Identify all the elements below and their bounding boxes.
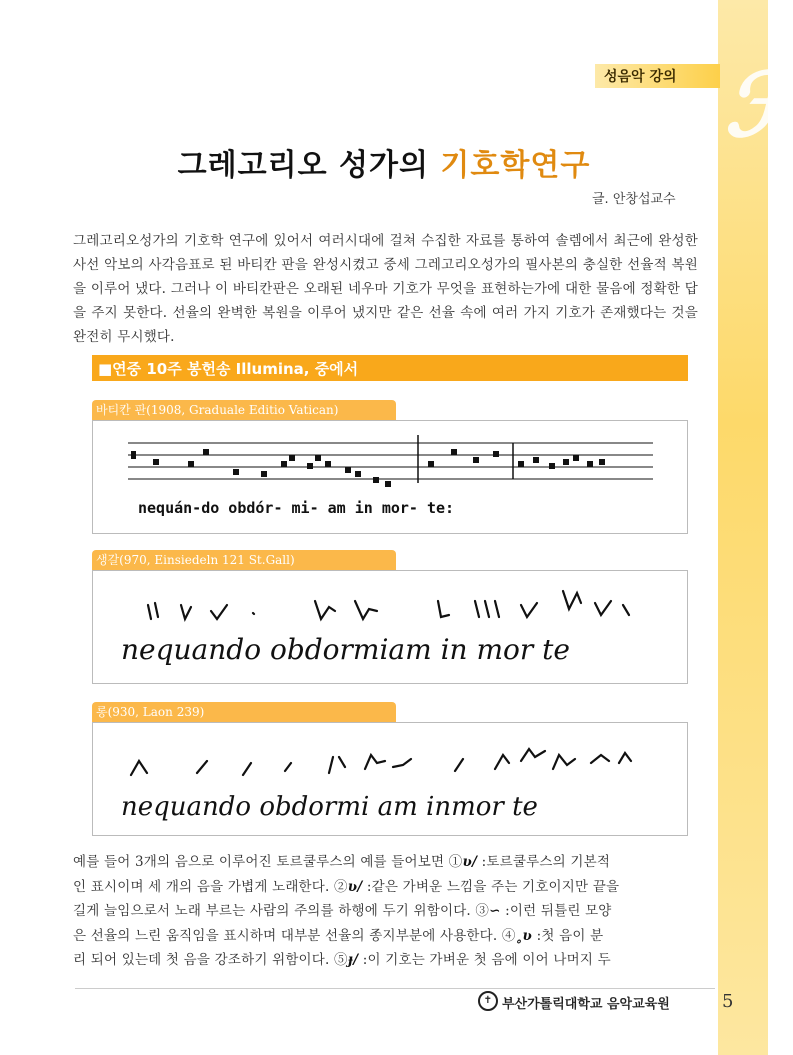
page-number: 5 bbox=[722, 991, 734, 1012]
neume-symbol-3-icon: ∽ bbox=[489, 903, 501, 919]
body-line-3a: 길게 늘임으로서 노래 부르는 사람의 주의를 하행에 두기 위함이다. ③ bbox=[73, 903, 490, 919]
body-line-3b: :이런 뒤틀린 모양 bbox=[500, 903, 612, 919]
intro-paragraph: 그레고리오성가의 기호학 연구에 있어서 여러시대에 걸쳐 수집한 자료를 통하여 솔렘에서 최근에 완성한 사선 악보의 사각음표로 된 바티칸 판을 완성시켰고 중세 그레고리오성가의 필사본의 충실한 선율적 복원을 이루어 냈다. 그러나 이 바티칸판은 오래된 네우마 기호가 무엇을 표현하는가에 대한 물음에 정확한 답을 주지 못한다. 선율의 완벽한 복원을 이루어 냈지만 같은 선율 속에 여러 가지 기호가 존재했다는 것을 완전히 무시했다. bbox=[73, 233, 698, 345]
example-box-stgall bbox=[92, 570, 688, 684]
university-logo-icon: ✝ bbox=[478, 991, 498, 1011]
body-line-2b: :같은 가벼운 느낌을 주는 기호이지만 끝을 bbox=[362, 878, 620, 895]
body-line-2a: 인 표시이며 세 개의 음을 가볍게 노래한다. ② bbox=[73, 878, 348, 895]
vatican-staff-notation bbox=[93, 421, 687, 533]
neume-symbol-1-icon: ʋ/ bbox=[462, 854, 478, 870]
footer-organization: 부산가톨릭대학교 음악교육원 bbox=[502, 997, 670, 1012]
title-part-1: 그레고리오 성가의 bbox=[177, 148, 441, 183]
decorative-glyph-icon: ℱ bbox=[724, 52, 793, 156]
stgall-neume-notation bbox=[93, 571, 687, 683]
page-title bbox=[0, 140, 768, 184]
neume-symbol-2-icon: ʋ/ bbox=[347, 878, 363, 895]
laon-lyrics: nequando obdormi am inmor te bbox=[121, 792, 538, 822]
example-tab-laon: 롱(930, Laon 239) bbox=[92, 702, 396, 722]
section-header-label: 성음악 강의 bbox=[604, 69, 677, 85]
example-tab-vatican: 바티칸 판(1908, Graduale Editio Vatican) bbox=[92, 400, 396, 420]
footer-divider bbox=[75, 988, 715, 989]
body-paragraph bbox=[73, 850, 698, 973]
body-line-1a: 예를 들어 3개의 음으로 이루어진 토르쿨루스의 예를 들어보면 ① bbox=[73, 854, 463, 870]
neume-symbol-5-icon: ɟ/ bbox=[347, 952, 359, 968]
example-box-vatican bbox=[92, 420, 688, 534]
body-line-5b: :이 기호는 가벼운 첫 음에 이어 나머지 두 bbox=[358, 952, 611, 968]
author-credit: 글. 안창섭교수 bbox=[592, 192, 676, 207]
title-part-2: 기호학연구 bbox=[440, 148, 591, 183]
body-line-1b: :토르쿨루스의 기본적 bbox=[477, 854, 611, 870]
body-line-4a: 은 선율의 느린 움직임을 표시하며 대부분 선율의 종지부분에 사용한다. ④ bbox=[73, 927, 516, 944]
body-line-4b: :첫 음이 분 bbox=[532, 927, 604, 944]
section-heading-label: ■연중 10주 봉헌송 Illumina, 중에서 bbox=[98, 360, 359, 378]
neume-symbol-4-icon: ˳ʋ bbox=[515, 927, 533, 944]
vatican-lyrics: nequán-do obdór- mi- am in mor- te: bbox=[138, 499, 455, 517]
stgall-lyrics: nequando obdormiam in mor te bbox=[121, 633, 570, 666]
laon-neume-notation bbox=[93, 723, 687, 835]
body-line-5a: 리 되어 있는데 첫 음을 강조하기 위함이다. ⑤ bbox=[73, 952, 348, 968]
example-box-laon bbox=[92, 722, 688, 836]
example-tab-stgall: 생갈(970, Einsiedeln 121 St.Gall) bbox=[92, 550, 396, 570]
